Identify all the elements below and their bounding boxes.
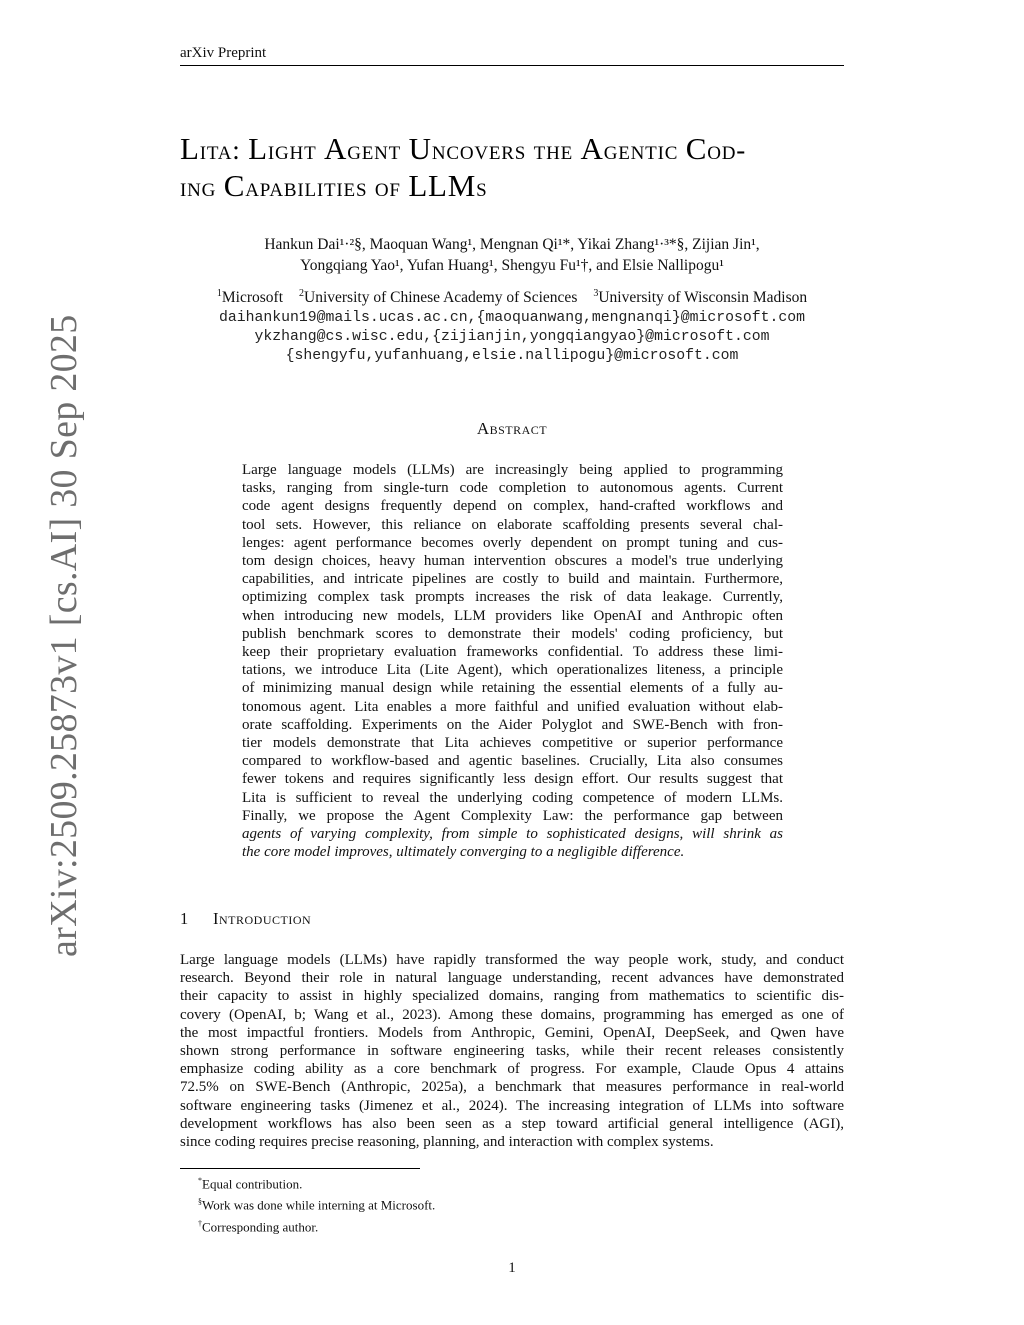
abstract-line: fewer tokens and requires significantly less design effort. Our results suggest that [242, 771, 783, 788]
author-line-1: Hankun Dai¹·²§, Maoquan Wang¹, Mengnan Qi¹*, Yikai Zhang¹·³*§, Zijian Jin¹, [264, 236, 760, 253]
footnote-rule [180, 1168, 420, 1169]
abstract-line: tasks, ranging from single-turn code completion to autonomous agents. Current [242, 480, 783, 497]
running-header: arXiv Preprint [180, 45, 267, 61]
intro-line: covery (OpenAI, b; Wang et al., 2023). Among these domains, programming has emerged as one of [180, 1006, 844, 1023]
intro-line: research. Beyond their role in natural language understanding, recent advances have demonstrated [180, 970, 844, 987]
abstract-line: Large language models (LLMs) are increasingly being applied to programming [242, 462, 783, 478]
abstract-line: of minimizing manual design while retaining the essential elements of a fully au- [242, 680, 783, 697]
author-list [180, 234, 844, 276]
author-line-2: Yongqiang Yao¹, Yufan Huang¹, Shengyu Fu¹†, and Elsie Nallipogu¹ [300, 257, 724, 274]
intro-line: shown strong performance in software engineering tasks, while their recent releases consistently [180, 1043, 844, 1060]
email-block [180, 309, 844, 365]
abstract-line: tations, we introduce Lita (Lite Agent), which operationalizes liteness, a principle [242, 662, 783, 679]
abstract-line: keep their proprietary evaluation frameworks confidential. To address these limi- [242, 644, 783, 661]
abstract-line: code agent designs frequently depend on complex, hand-crafted workflows and [242, 498, 783, 515]
abstract-line: the core model improves, ultimately converging to a negligible difference. [242, 844, 685, 861]
abstract-line: tonomous agent. Lita enables a more faithful and unified evaluation without elab- [242, 698, 783, 715]
footnote-corresponding: †Corresponding author. [198, 1218, 319, 1234]
affiliations: $^1$Microsoft $^2$University of Chinese Academy of Sciences $^3$University of Wisconsin Madison [216, 287, 808, 306]
affiliation-microsoft: Microsoft [221, 289, 284, 306]
email-line: ykzhang@cs.wisc.edu,{zijianjin,yongqiangyao}@microsoft.com [254, 328, 770, 345]
footnotes [198, 1172, 435, 1236]
paper-title [180, 131, 860, 205]
intro-line: Large language models (LLMs) have rapidly transformed the way people work, study, and conduct [180, 952, 844, 968]
arxiv-identifier: arXiv:2509.25873v1 [cs.AI] 30 Sep 2025 [43, 314, 85, 957]
abstract-line: compared to workflow-based and agentic baselines. Crucially, Lita also consumes [242, 753, 783, 770]
header-rule [180, 65, 844, 66]
abstract-line: lenges: agent performance becomes overly dependent on prompt tuning and cus- [242, 534, 783, 551]
affiliation-wisconsin: University of Wisconsin Madison [598, 289, 808, 306]
intro-line: emphasize coding ability as a core benchmark of progress. For example, Claude Opus 4 attains [180, 1061, 844, 1078]
abstract-line: tom design choices, heavy human intervention obscures a model's true underlying [242, 553, 783, 570]
abstract-body [242, 461, 783, 861]
abstract-line: publish benchmark scores to demonstrate their models' coding proficiency, but [242, 625, 783, 642]
intro-line: development workflows has also been seen as a step toward artificial general intelligence (AGI), [180, 1115, 844, 1132]
intro-line: their capacity to assist in highly specialized domains, ranging from mathematics to scientific dis- [180, 988, 844, 1005]
abstract-line: agents of varying complexity, from simple to sophisticated designs, will shrink as [242, 826, 783, 843]
abstract-line: optimizing complex task prompts increases the risk of data leakage. Currently, [242, 589, 783, 606]
affiliation-ucas: University of Chinese Academy of Sciences [304, 289, 578, 306]
abstract-line: when introducing new models, LLM providers like OpenAI and Anthropic often [242, 607, 783, 624]
abstract-line: Finally, we propose the Agent Complexity Law: the performance gap between [242, 807, 783, 824]
abstract-line: capabilities, and intricate pipelines are costly to build and maintain. Furthermore, [242, 571, 783, 588]
footnote-interning: §Work was done while interning at Microsoft. [198, 1197, 436, 1213]
email-line: {shengyfu,yufanhuang,elsie.nallipogu}@microsoft.com [285, 347, 739, 364]
section-number: 1 [180, 909, 189, 928]
section-title: Introduction [213, 909, 312, 928]
intro-line: the most impactful frontiers. Models from Anthropic, Gemini, OpenAI, DeepSeek, and Qwen have [180, 1024, 844, 1041]
abstract-line: Lita is sufficient to reveal the underlying coding competence of modern LLMs. [242, 789, 783, 806]
intro-line: software engineering tasks (Jimenez et al., 2024). The increasing integration of LLMs into software [180, 1097, 844, 1114]
title-line-2: ing Capabilities of LLMs [180, 168, 488, 203]
footnote-equal-contribution: *Equal contribution. [198, 1176, 303, 1192]
title-line-1: Lita: Light Agent Uncovers the Agentic Cod- [180, 131, 747, 166]
abstract-line: orate scaffolding. Experiments on the Aider Polyglot and SWE-Bench with fron- [242, 716, 783, 733]
introduction-body [180, 951, 844, 1151]
abstract-line: tool sets. However, this reliance on elaborate scaffolding presents several chal- [242, 516, 783, 533]
abstract-line: tier models demonstrate that Lita achieves competitive or superior performance [242, 735, 783, 752]
intro-line: 72.5% on SWE-Bench (Anthropic, 2025a), a benchmark that measures performance in real-world [180, 1079, 844, 1096]
email-line: daihankun19@mails.ucas.ac.cn,{maoquanwang,mengnanqi}@microsoft.com [218, 310, 806, 326]
section-heading-introduction [180, 909, 311, 929]
intro-line: since coding requires precise reasoning, planning, and interaction with complex systems. [180, 1134, 714, 1151]
page-number: 1 [508, 1260, 516, 1276]
abstract-heading: Abstract [476, 419, 548, 438]
